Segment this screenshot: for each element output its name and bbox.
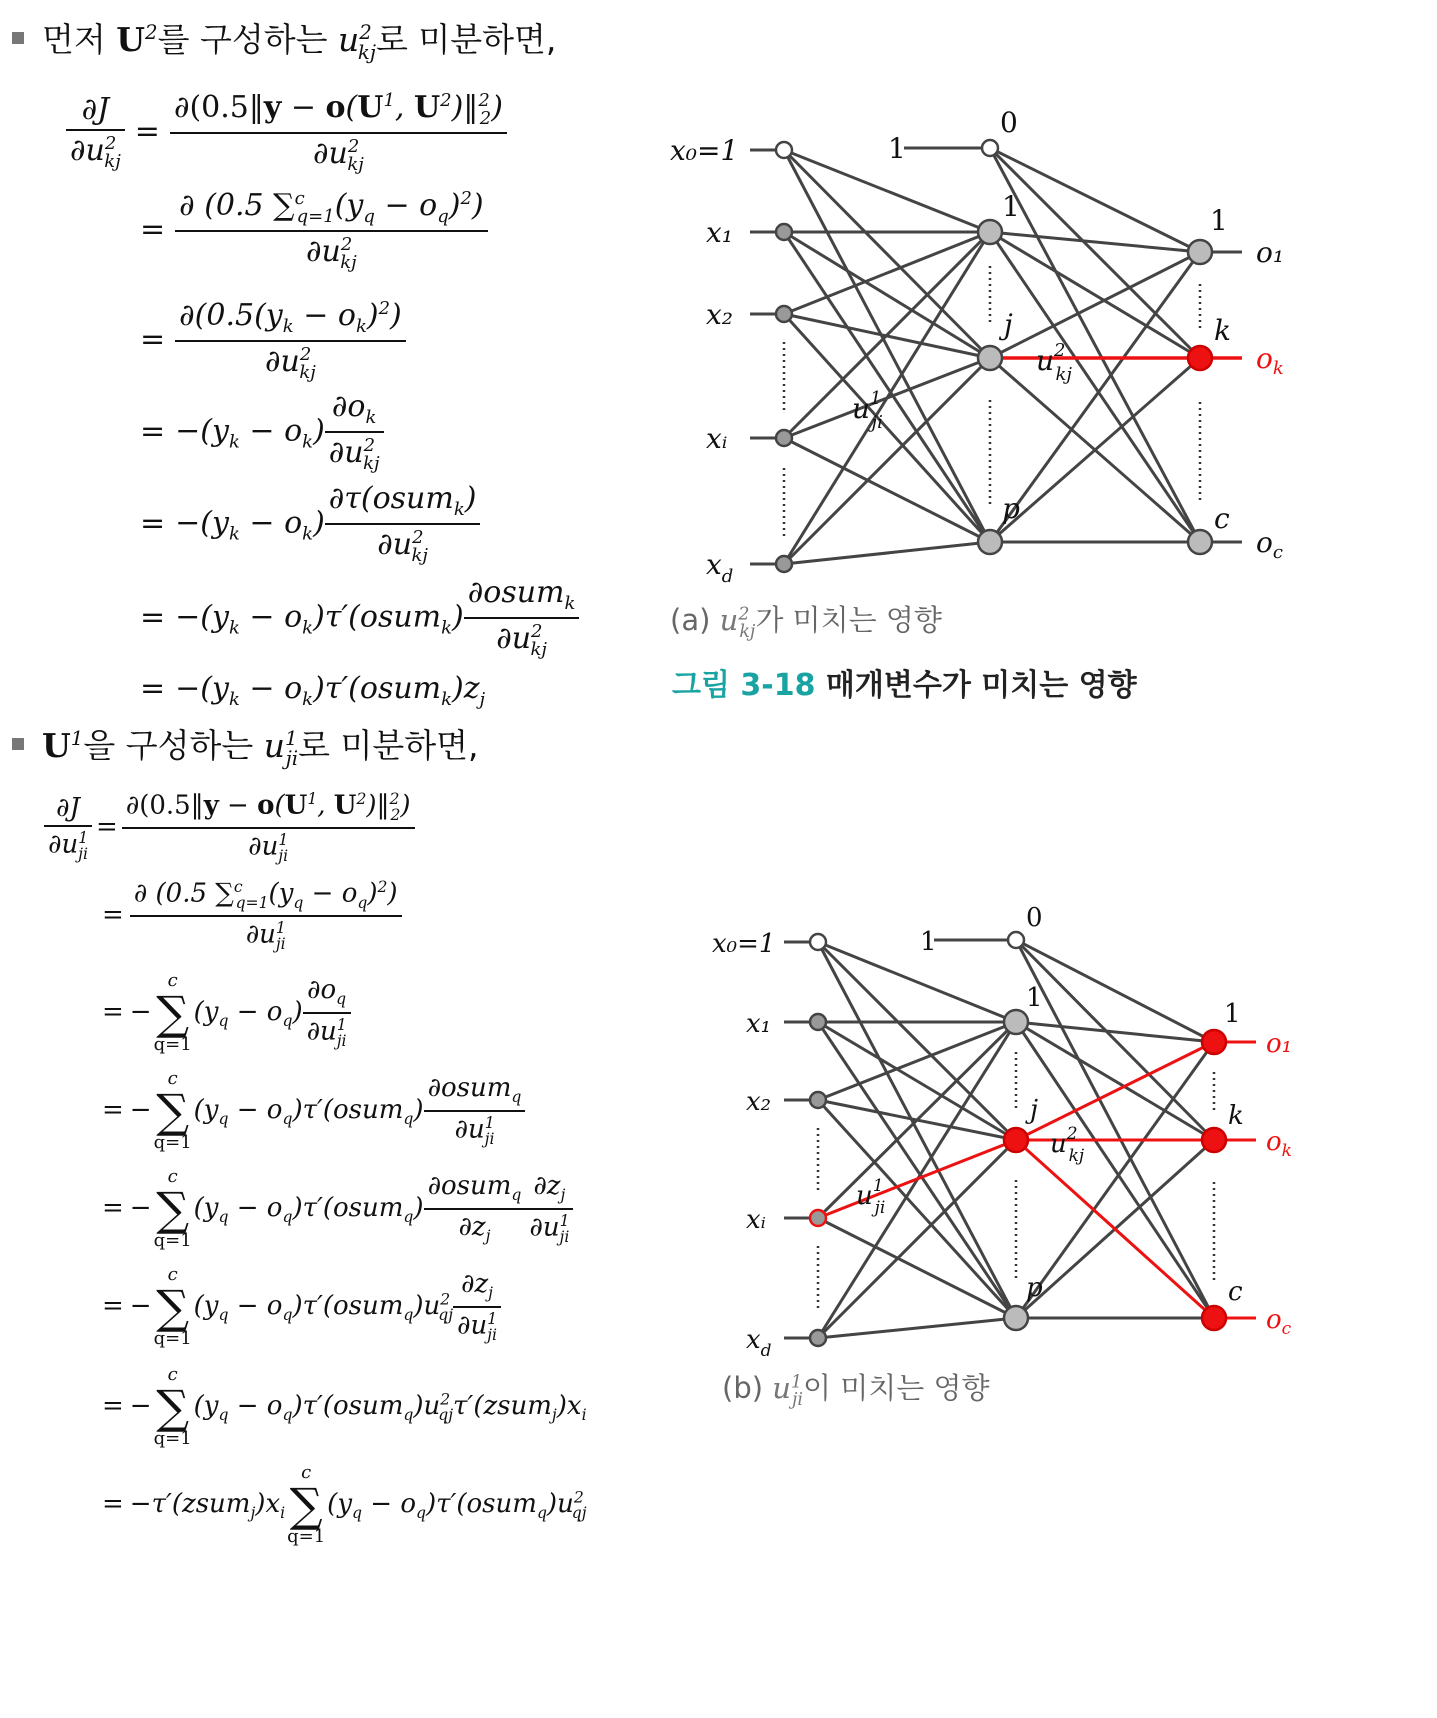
figure-b-caption-sup: 1: [790, 1372, 803, 1393]
label-b-o1: o₁: [1266, 1029, 1293, 1059]
bullet-2-sym-sub: ji: [285, 746, 299, 770]
bullet-2: [12, 720, 478, 770]
bullet-1-mid: 를 구성하는: [157, 20, 338, 59]
label-b-u2: $u^2$ kj: [1050, 1124, 1085, 1166]
label-oc: $o_c$: [1256, 526, 1283, 563]
label-b-x0: x₀=1: [712, 929, 776, 959]
bullet-1-sym: u: [338, 20, 360, 59]
label-b-u1: $u^1$ ji: [856, 1176, 886, 1218]
eq2-line2: = $\frac{\partial (0.5 \sum^c_{q=1}(y_q - o_q)^2)}{\partial u^1_{ji}}$: [96, 880, 402, 953]
label-u2: $u^2$ kj: [1036, 340, 1072, 385]
label-b-hj: j: [1030, 1095, 1039, 1125]
eq1-line7: = $-(y_k$ − $o_k)\tau'(osum_k)z_j$: [140, 671, 486, 710]
bullet-1-var: U: [116, 20, 146, 59]
label-ok: $o_k$: [1256, 342, 1284, 379]
label-x2: x₂: [706, 298, 734, 331]
label-h1: 1: [1002, 190, 1020, 223]
figure-b-caption-sub: ji: [792, 1389, 803, 1410]
label-b-o1-num: 1: [1224, 999, 1241, 1029]
bullet-2-sup: 1: [70, 727, 84, 750]
label-b-x1: x₁: [746, 1009, 772, 1039]
bullet-1: [12, 14, 556, 64]
figure-b-caption: [722, 1366, 990, 1410]
figure-a-caption-suffix: 가 미치는 영향: [755, 603, 942, 637]
network-figure-a: [660, 90, 1320, 610]
eq2-line8: = $-\tau'(zsum_j)x_i$ c ∑ q=1 ($y_q$ − $o_q)\tau'(osum_q)u^2_{qj}$: [102, 1462, 587, 1547]
label-xi: xᵢ: [706, 422, 728, 455]
bullet-2-sym: u: [263, 726, 286, 765]
label-b-ok: $o_k$: [1266, 1127, 1292, 1161]
label-b-h0: 0: [1026, 903, 1043, 933]
bullet-1-sym-sub: kj: [357, 40, 376, 64]
figure-title: [672, 660, 1137, 704]
figure-b-caption-suffix: 이 미치는 영향: [803, 1371, 990, 1405]
bullet-square-icon: [12, 738, 24, 750]
bullet-2-mid: 을 구성하는: [83, 726, 264, 765]
label-x0: x₀=1: [670, 134, 739, 167]
label-hp: p: [1002, 492, 1020, 525]
figure-a-caption-sub: kj: [739, 621, 756, 642]
label-xd: $x_d$: [706, 548, 734, 587]
eq1-line6: = $-(y_k$ − $o_k)\tau'(osum_k)$ $\frac{\partial osum_k}{\partial u^2_{kj}}$: [130, 578, 579, 659]
eq2-line4: = − c ∑ q=1 ($y_q$ − $o_q)\tau'(osum_q)$ $\frac{\partial osum_q}{\partial u^1_{ji}}$: [96, 1070, 525, 1152]
label-u1: $u^1$ ji: [852, 388, 883, 433]
bullet-1-suffix: 로 미분하면,: [375, 20, 557, 59]
bullet-square-icon: [12, 32, 24, 44]
eq1-line4: = $-(y_k - o_k)$ $\frac{\partial o_k}{\partial u^2_{kj}}$: [130, 392, 384, 473]
label-b-oc-num: c: [1228, 1277, 1243, 1307]
figure-a-caption: [670, 598, 942, 642]
eq1-line3: = $\frac{\partial(0.5(y_k - o_k)^2)}{\partial u^2_{kj}}$: [130, 300, 406, 382]
figure-a-caption-sym: u: [719, 603, 739, 637]
eq1-line1: $\frac{\partial J}{\partial u^2_{kj}}$ = $\frac{\partial(0.5‖y - o(U^1, U^2)‖^2_2)}{\partial u^2_{kj}}$: [66, 92, 507, 174]
eq2-line1: $\frac{\partial J}{\partial u^1_{ji}}$ = $\frac{\partial(0.5‖y - o(U^1, U^2)‖^2_2)}{\partial u^1_{ji}}$: [44, 792, 415, 865]
eq2-line7: = − c ∑ q=1 ($y_q$ − $o_q)\tau'(osum_q)u^2_{qj}\tau'(zsum_j)x_i$: [102, 1364, 587, 1449]
label-oc-num: c: [1214, 502, 1230, 535]
bullet-2-sym-sup: 1: [285, 727, 298, 750]
figure-a-caption-prefix: (a): [670, 603, 720, 637]
bullet-1-sym-sup: 2: [359, 21, 372, 44]
label-b-h1: 1: [1026, 983, 1043, 1013]
label-b-bias: 1: [920, 927, 937, 957]
bullet-1-sup: 2: [145, 21, 158, 44]
label-o1-num: 1: [1210, 204, 1228, 237]
eq2-line5: = − c ∑ q=1 ($y_q$ − $o_q)\tau'(osum_q)$ $\frac{\partial osum_q}{\partial z_j}$ $\frac{\partial z_j}{\partial u^1_{ji}}$: [96, 1168, 573, 1250]
label-b-x2: x₂: [746, 1087, 772, 1117]
label-hj: j: [1004, 308, 1013, 341]
label-b-xi: xᵢ: [746, 1205, 766, 1235]
label-o1: o₁: [1256, 236, 1285, 269]
label-b-oc: $o_c$: [1266, 1305, 1292, 1339]
bullet-2-var: U: [42, 726, 71, 765]
label-bias: 1: [888, 132, 906, 165]
label-ok-num: k: [1214, 314, 1231, 347]
figure-a-caption-sup: 2: [738, 604, 750, 625]
figure-b-caption-sym: u: [772, 1371, 791, 1405]
figure-title-text: 매개변수가 미치는 영향: [815, 668, 1137, 703]
figure-b-caption-prefix: (b): [722, 1371, 773, 1405]
network-figure-b: [700, 880, 1320, 1360]
label-h0: 0: [1000, 106, 1018, 139]
bullet-1-prefix: 먼저: [42, 20, 117, 59]
figure-title-number: 그림 3-18: [672, 668, 816, 703]
label-b-xd: $x_d$: [746, 1325, 772, 1360]
label-b-ok-num: k: [1228, 1101, 1244, 1131]
eq1-line2: = $\frac{\partial (0.5 \sum^c_{q=1}(y_q - o_q)^2)}{\partial u^2_{kj}}$: [130, 190, 488, 272]
eq1-line5: = $-(y_k - o_k)$ $\frac{\partial\tau(osum_k)}{\partial u^2_{kj}}$: [130, 484, 480, 565]
eq2-line6: = − c ∑ q=1 ($y_q$ − $o_q)\tau'(osum_q)u^2_{qj}$ $\frac{\partial z_j}{\partial u^1_{ji}}$: [96, 1266, 501, 1348]
label-x1: x₁: [706, 216, 734, 249]
label-b-hp: p: [1026, 1273, 1043, 1303]
bullet-2-suffix: 로 미분하면,: [298, 726, 479, 765]
eq2-line3: = − c ∑ q=1 $(y_q - o_q)$ $\frac{\partial o_q}{\partial u^1_{ji}}$: [96, 972, 351, 1054]
